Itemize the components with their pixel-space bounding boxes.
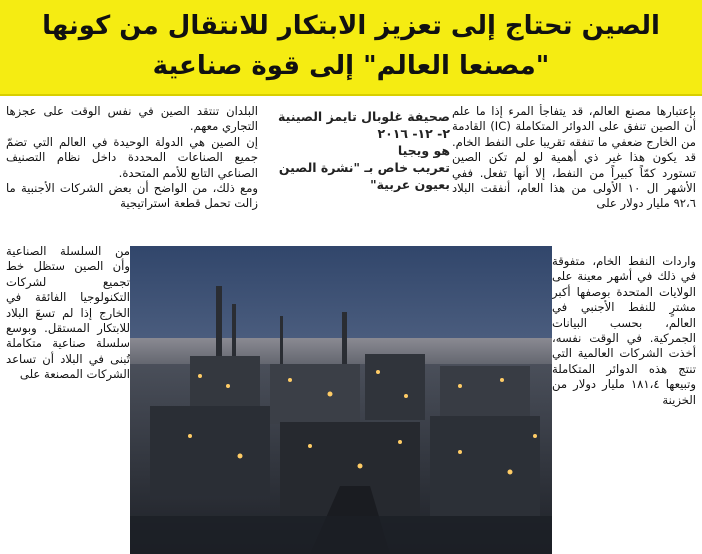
- byline-source: صحيفة غلوبال تايمز الصينية: [278, 109, 450, 124]
- industrial-plant-photo: [130, 246, 552, 554]
- paragraph-intro: بإعتبارها مصنع العالم، قد يتفاجأ المرء إذا ما علم أن الصين تنفق على الدوائر المتكاملة (IC) القادمة من الخارج ضعفي ما تنفقه تقريبا على النفط الخام. قد يكون هذا غير ذي أهمية لو لم تكن الصين تستورد كمّاً كبيراً من النفط، إلا أنها تفعل. ففي الأشهر ال ١٠ الأولى من هذا العام، أنفقت البلاد ٩٢،٦ مليار دولار على: [452, 104, 696, 211]
- byline-author: هو ويجيا: [397, 143, 450, 158]
- paragraph-left-continued: من السلسلة الصناعية وأن الصين ستظل خط تجميع لشركات التكنولوجيا الفائقة في الخارج إذا لم تسعَ البلاد للابتكار المستقل. وبوسع سلسلة صناعية متكاملة تُبنى في البلاد أن تساعد الشركات المصنعة على: [6, 244, 130, 382]
- article-byline: [258, 108, 450, 224]
- headline-banner: [0, 0, 702, 96]
- paragraph-left-2: إن الصين هي الدولة الوحيدة في العالم التي تضمّ جميع الصناعات المحددة داخل نظام التصنيف الصناعي التابع للأمم المتحدة.: [6, 134, 258, 180]
- byline-date: ٢- ١٢- ٢٠١٦: [377, 126, 450, 141]
- article-column-left-lower: [6, 244, 130, 554]
- headline-line-1: الصين تحتاج إلى تعزيز الابتكار للانتقال من كونها: [42, 11, 660, 41]
- headline-line-2: "مصنعا العالم" إلى قوة صناعية: [152, 51, 550, 81]
- article-column-right-lower: [552, 254, 696, 554]
- article-column-right: [452, 104, 696, 254]
- article-column-left: [6, 104, 258, 242]
- paragraph-left-3: ومع ذلك، من الواضح أن بعض الشركات الأجنبية ما زالت تحمل قطعة استراتيجية: [6, 181, 258, 211]
- paragraph-right-continued: واردات النفط الخام، متفوقة في ذلك في أشهر معينة على الولايات المتحدة بوصفها أكبر مشترٍ للنفط الأجنبي في العالم، بحسب البيانات الجمركية. في الوقت نفسه، أخذت الشركات العالمية التي تنتج هذه الدوائر المتكاملة وتبيعها ١٨١،٤ مليار دولار من الخزينة: [552, 254, 696, 407]
- paragraph-left-1: البلدان تنتقد الصين في نفس الوقت على عجزها التجاري معهم.: [6, 104, 258, 134]
- byline-translation: تعريب خاص بـ "نشرة الصين بعيون عربية": [278, 160, 450, 192]
